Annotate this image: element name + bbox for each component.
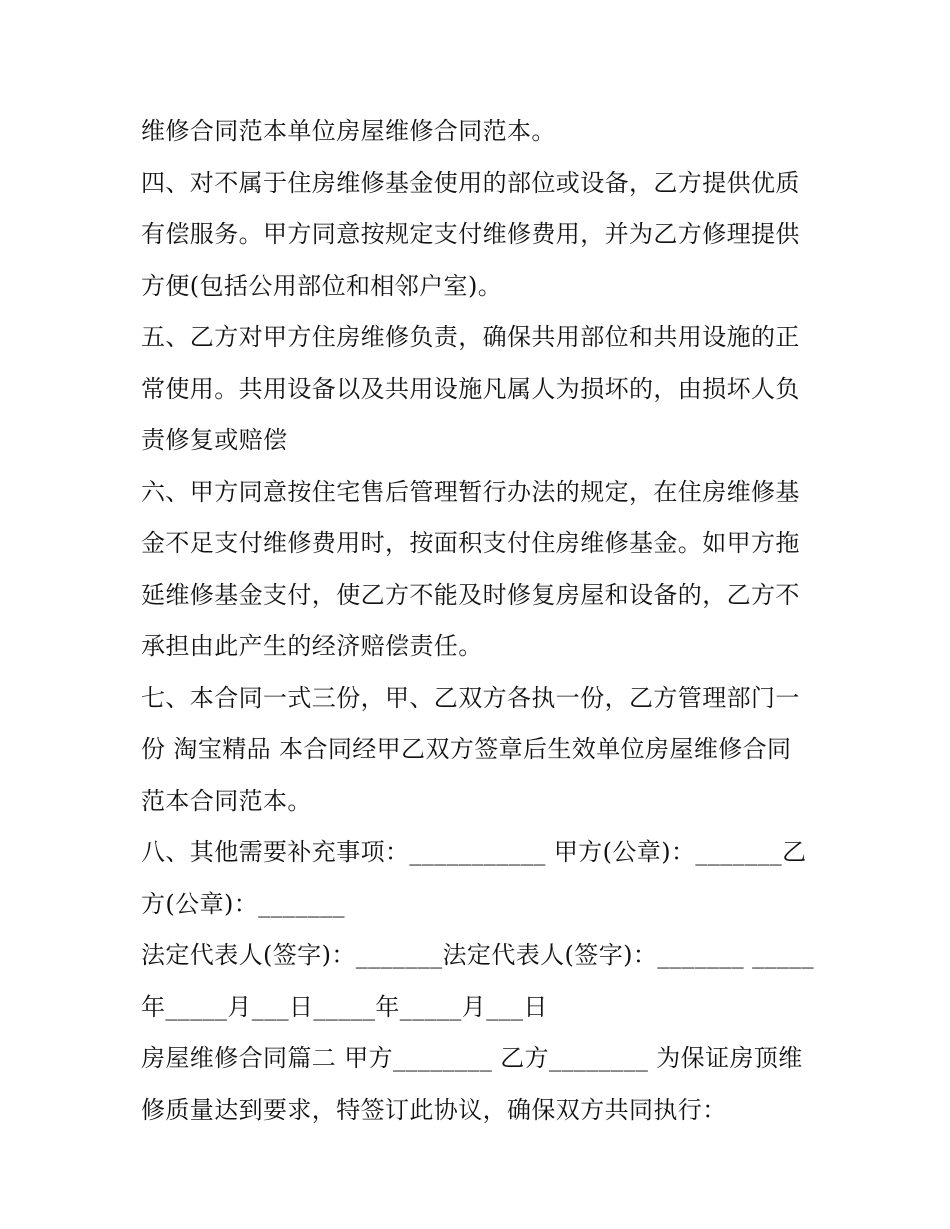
text-line: 有偿服务。甲方同意按规定支付维修费用，并为乙方修理提供 xyxy=(141,220,800,248)
text-line: 延维修基金支付，使乙方不能及时修复房屋和设备的，乙方不 xyxy=(141,580,800,609)
text-line: 维修合同范本单位房屋维修合同范本。 xyxy=(141,117,556,145)
text-line: 常使用。共用设备以及共用设施凡属人为损坏的，由损坏人负 xyxy=(141,374,800,403)
text-line: 方便(包括公用部位和相邻户室)。 xyxy=(141,271,503,300)
text-line: 承担由此产生的经济赔偿责任。 xyxy=(141,632,483,660)
text-line: 五、乙方对甲方住房维修负责，确保共用部位和共用设施的正 xyxy=(141,323,800,351)
text-line: 范本合同范本。 xyxy=(141,786,312,815)
text-line: 金不足支付维修费用时，按面积支付住房维修基金。如甲方拖 xyxy=(141,529,800,557)
text-line: 八、其他需要补充事项：___________ 甲方(公章)：_______乙 xyxy=(141,838,807,866)
text-line: 份 淘宝精品 本合同经甲乙双方签章后生效单位房屋维修合同 xyxy=(141,735,792,763)
contract-text xyxy=(141,106,821,1136)
text-line: 责修复或赔偿 xyxy=(141,426,288,454)
text-line: 年_____月___日_____年_____月___日 xyxy=(141,992,548,1021)
text-line: 四、对不属于住房维修基金使用的部位或设备，乙方提供优质 xyxy=(141,168,800,197)
text-line: 修质量达到要求，特签订此协议，确保双方共同执行： xyxy=(141,1095,727,1124)
text-line: 七、本合同一式三份，甲、乙双方各执一份，乙方管理部门一 xyxy=(141,683,800,712)
text-line: 六、甲方同意按住宅售后管理暂行办法的规定，在住房维修基 xyxy=(141,477,800,506)
text-line: 方(公章)：_______ xyxy=(141,889,345,918)
text-line: 法定代表人(签字)：_______法定代表人(签字)：_______ _____ xyxy=(141,941,815,969)
text-line: 房屋维修合同篇二 甲方________ 乙方________ 为保证房顶维 xyxy=(141,1044,803,1072)
